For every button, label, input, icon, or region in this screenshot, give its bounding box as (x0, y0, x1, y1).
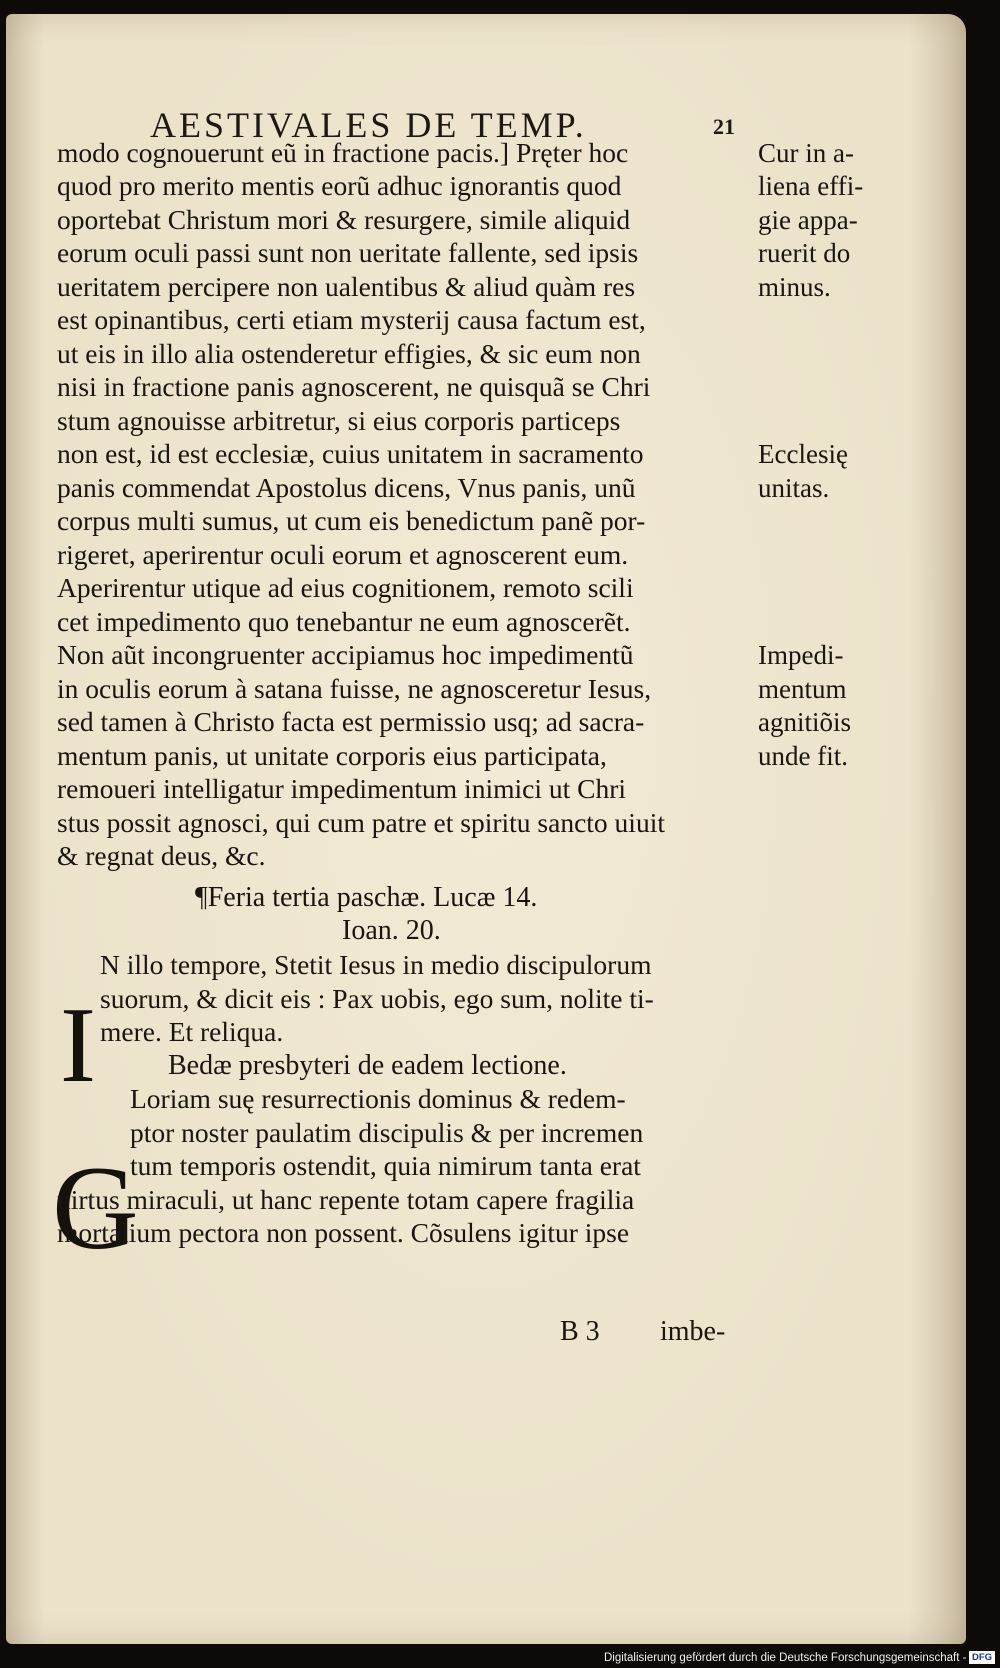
body-line: nisi in fractione panis agnoscerent, ne quisquã se Chri (57, 371, 651, 402)
body-line: quod pro merito mentis eorũ adhuc ignorantis quod (57, 170, 622, 201)
body-line: remoueri intelligatur impedimentum inimici ut Chri (57, 773, 626, 804)
catchword: imbe- (660, 1316, 726, 1347)
margin-note: Ecclesię (758, 439, 848, 469)
body-line: ut eis in illo alia ostenderetur effigies, & sic eum non (57, 338, 641, 369)
body-line: rigeret, aperirentur oculi eorum et agnoscerent eum. (57, 539, 629, 570)
body-line: stus possit agnosci, qui cum patre et spiritu sancto uiuit (57, 807, 665, 838)
margin-note: unitas. (758, 473, 830, 503)
body-line: corpus multi sumus, ut cum eis benedictum panẽ por- (57, 505, 646, 536)
body-line: stum agnouisse arbitretur, si eius corporis particeps (57, 405, 621, 436)
homily-line: uirtus miraculi, ut hanc repente totam capere fragilia (57, 1184, 635, 1215)
body-line: cet impedimento quo tenebantur ne eum agnoscerẽt. (57, 606, 631, 637)
section-heading-reference: Ioan. 20. (342, 915, 441, 946)
body-line: est opinantibus, certi etiam mysterij causa factum est, (57, 304, 646, 335)
homily-heading: Bedæ presbyteri de eadem lectione. (168, 1050, 567, 1081)
margin-note: mentum (758, 674, 847, 704)
drop-initial-G: G (52, 1141, 139, 1274)
signature-mark: B 3 (560, 1316, 600, 1347)
section-heading: ¶Feria tertia paschæ. Lucæ 14. (195, 882, 538, 913)
body-line: non est, id est ecclesiæ, cuius unitatem in sacramento (57, 438, 644, 469)
body-line: Non aũt incongruenter accipiamus hoc impedimentũ (57, 639, 634, 670)
homily-line: mortalium pectora non possent. Cõsulens igitur ipse (57, 1217, 630, 1248)
reading-line: N illo tempore, Stetit Iesus in medio discipulorum (100, 949, 652, 980)
body-line: ueritatem percipere non ualentibus & aliud quàm res (57, 271, 636, 302)
homily-line: tum temporis ostendit, quia nimirum tanta erat (130, 1150, 641, 1181)
digitization-credit: Digitalisierung gefördert durch die Deutsche Forschungsgemeinschaft - (604, 1652, 967, 1664)
margin-note: liena effi- (758, 171, 864, 201)
body-line: panis commendat Apostolus dicens, Vnus panis, unũ (57, 472, 636, 503)
body-line: in oculis eorum à satana fuisse, ne agnosceretur Iesus, (57, 673, 652, 704)
folio-number: 21 (713, 114, 735, 139)
body-line: mentum panis, ut unitate corporis eius participata, (57, 740, 607, 771)
body-line: & regnat deus, &c. (57, 840, 266, 871)
reading-line: mere. Et reliqua. (100, 1016, 284, 1047)
body-line: Aperirentur utique ad eius cognitionem, remoto scili (57, 572, 634, 603)
body-line: modo cognouerunt eũ in fractione pacis.] Pręter hoc (57, 137, 629, 168)
margin-note: minus. (758, 272, 831, 302)
dfg-logo: DFG (969, 1651, 995, 1664)
body-line: oportebat Christum mori & resurgere, simile aliquid (57, 204, 631, 235)
margin-note: Cur in a- (758, 138, 854, 168)
margin-note: Impedi- (758, 640, 844, 670)
body-line: eorum oculi passi sunt non ueritate fallente, sed ipsis (57, 237, 639, 268)
margin-note: unde fit. (758, 741, 848, 771)
running-head: AESTIVALES DE TEMP. (150, 105, 587, 145)
margin-note: agnitiõis (758, 707, 851, 737)
reading-line: suorum, & dicit eis : Pax uobis, ego sum, nolite ti- (100, 983, 654, 1014)
homily-line: ptor noster paulatim discipulis & per incremen (130, 1117, 644, 1148)
homily-line: Loriam suę resurrectionis dominus & redem- (130, 1083, 626, 1114)
body-line: sed tamen à Christo facta est permissio usq; ad sacra- (57, 706, 645, 737)
drop-initial-I: I (60, 986, 96, 1105)
margin-note: ruerit do (758, 238, 851, 268)
margin-note: gie appa- (758, 205, 858, 235)
